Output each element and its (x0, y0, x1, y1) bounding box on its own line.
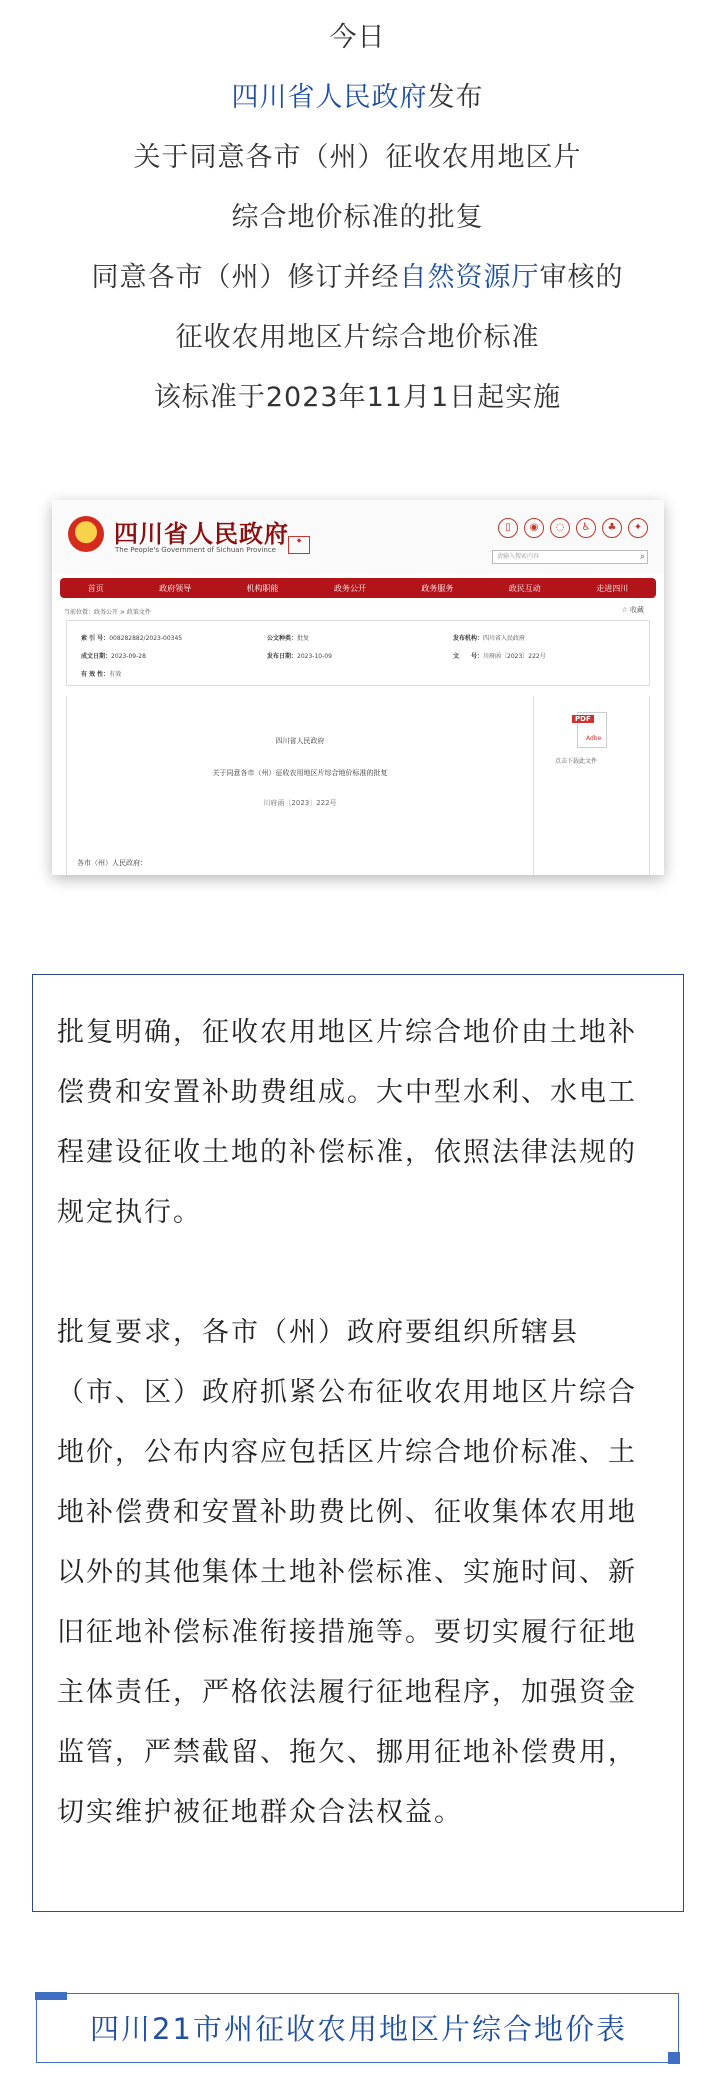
nav-open-gov[interactable]: 政务公开 (333, 583, 366, 593)
meta-index-value: 008282882/2023-00345 (109, 635, 183, 642)
meta-published-label: 发布日期： (267, 653, 298, 660)
approval-org: 自然资源厅 (399, 262, 540, 293)
publisher-org: 四川省人民政府 (231, 82, 428, 113)
approval-text-a: 同意各市（州）修订并经 (91, 262, 400, 293)
paragraph-2: 批复要求，各市（州）政府要组织所辖县（市、区）政府抓紧公布征收农用地区片综合地价，公布内容应包括区片综合地价标准、土地补偿费和安置补助费比例、征收集体农用地以外的其他集体土地补偿标准、实施时间、新旧征地补偿标准衔接措施等。要切实履行征地主体责任，严格依法履行征地程序，加强资金监管，严禁截留、拖欠、挪用征地补偿费用，切实维护被征地群众合法权益。 (57, 1317, 637, 1828)
nav-functions[interactable]: 机构职能 (246, 583, 279, 593)
accessibility-icon[interactable]: ♿ (576, 518, 596, 538)
meta-validity-value: 有效 (109, 671, 122, 678)
intro-standard: 征收农用地区片综合地价标准 (175, 322, 540, 353)
language-icon[interactable]: ✦ (628, 518, 648, 538)
nav-sichuan[interactable]: 走进四川 (596, 583, 629, 593)
nav-services[interactable]: 政务服务 (421, 583, 454, 593)
intro-doc-title-2: 综合地价标准的批复 (231, 202, 484, 233)
intro-block (0, 8, 715, 428)
intro-approval (0, 248, 715, 308)
meta-docno (453, 651, 546, 660)
publisher-verb: 发布 (427, 82, 484, 113)
nav-interaction[interactable]: 政民互动 (508, 583, 541, 593)
favorite-button[interactable] (621, 605, 644, 615)
meta-created-label: 成文日期： (81, 653, 112, 660)
meta-docno-value: 川府函〔2023〕222号 (483, 653, 546, 660)
meta-index (81, 633, 182, 642)
gov-site-title: 四川省人民政府 (114, 520, 289, 548)
pdf-file-icon[interactable] (577, 712, 607, 748)
intro-doc-title-1: 关于同意各市（州）征收农用地区片 (133, 142, 582, 173)
meta-validity-label: 有 效 性： (81, 671, 110, 678)
doc-salutation: 各市（州）人民政府： (77, 859, 147, 867)
meta-type-value: 批复 (297, 635, 310, 642)
section-title: 四川21市州征收农用地区片综合地价表 (90, 2012, 627, 2046)
doc-number: 川府函〔2023〕222号 (263, 799, 337, 807)
gov-site-subtitle: The People's Government of Sichuan Province (115, 546, 276, 554)
elder-mode-icon[interactable]: ♣ (602, 518, 622, 538)
doc-divider (533, 696, 534, 875)
seal-icon: ◆ (288, 536, 310, 554)
nav-home[interactable]: 首页 (87, 583, 104, 593)
search-icon[interactable]: ⌕ (639, 552, 645, 562)
breadcrumb: 当前位置：政务公开 > 政策文件 (64, 609, 151, 616)
search-input[interactable] (492, 550, 648, 564)
gov-header (52, 500, 664, 574)
meta-published (267, 651, 332, 660)
summary-box (32, 974, 684, 1912)
doc-org: 四川省人民政府 (275, 737, 325, 745)
search-placeholder: 请输入搜索内容 (497, 553, 540, 560)
meta-validity (81, 669, 121, 678)
main-nav (60, 578, 656, 598)
meta-issuer (453, 633, 525, 642)
meta-docno-label: 文 号： (453, 653, 484, 660)
meta-type-label: 公文种类： (267, 635, 298, 642)
meta-issuer-value: 四川省人民政府 (483, 635, 526, 642)
intro-publisher (0, 68, 715, 128)
paragraph-1: 批复明确，征收农用地区片综合地价由土地补偿费和安置补助费组成。大中型水利、水电工程建设征收土地的补偿标准，依照法律法规的规定执行。 (57, 1017, 637, 1228)
meta-index-label: 索 引 号： (81, 635, 110, 642)
pdf-label: Adbe (586, 735, 602, 742)
approval-text-b: 审核的 (539, 262, 624, 293)
intro-effective-date: 该标准于2023年11月1日起实施 (153, 382, 562, 413)
star-icon: ☆ (621, 606, 628, 614)
meta-published-value: 2023-10-09 (297, 653, 332, 660)
section-heading-box (36, 1993, 679, 2063)
pdf-tag: PDF (572, 715, 594, 723)
mobile-icon[interactable]: ▯ (498, 518, 518, 538)
weibo-icon[interactable]: ◉ (524, 518, 544, 538)
national-emblem-icon (68, 516, 104, 552)
meta-issuer-label: 发布机构： (453, 635, 484, 642)
doc-meta-table (66, 620, 650, 686)
meta-type (267, 633, 309, 642)
intro-today: 今日 (329, 22, 386, 53)
wechat-icon[interactable]: ◌ (550, 518, 570, 538)
gov-website-screenshot (52, 500, 664, 875)
doc-title: 关于同意各市（州）征收农用地区片综合地价标准的批复 (212, 769, 388, 777)
favorite-label: 收藏 (630, 606, 644, 614)
pdf-download-link[interactable]: 点击下载此文件 (555, 758, 598, 765)
meta-created (81, 651, 146, 660)
meta-created-value: 2023-09-28 (111, 653, 146, 660)
doc-body (66, 696, 650, 875)
tool-icons (498, 518, 648, 538)
nav-leaders[interactable]: 政府领导 (159, 583, 192, 593)
